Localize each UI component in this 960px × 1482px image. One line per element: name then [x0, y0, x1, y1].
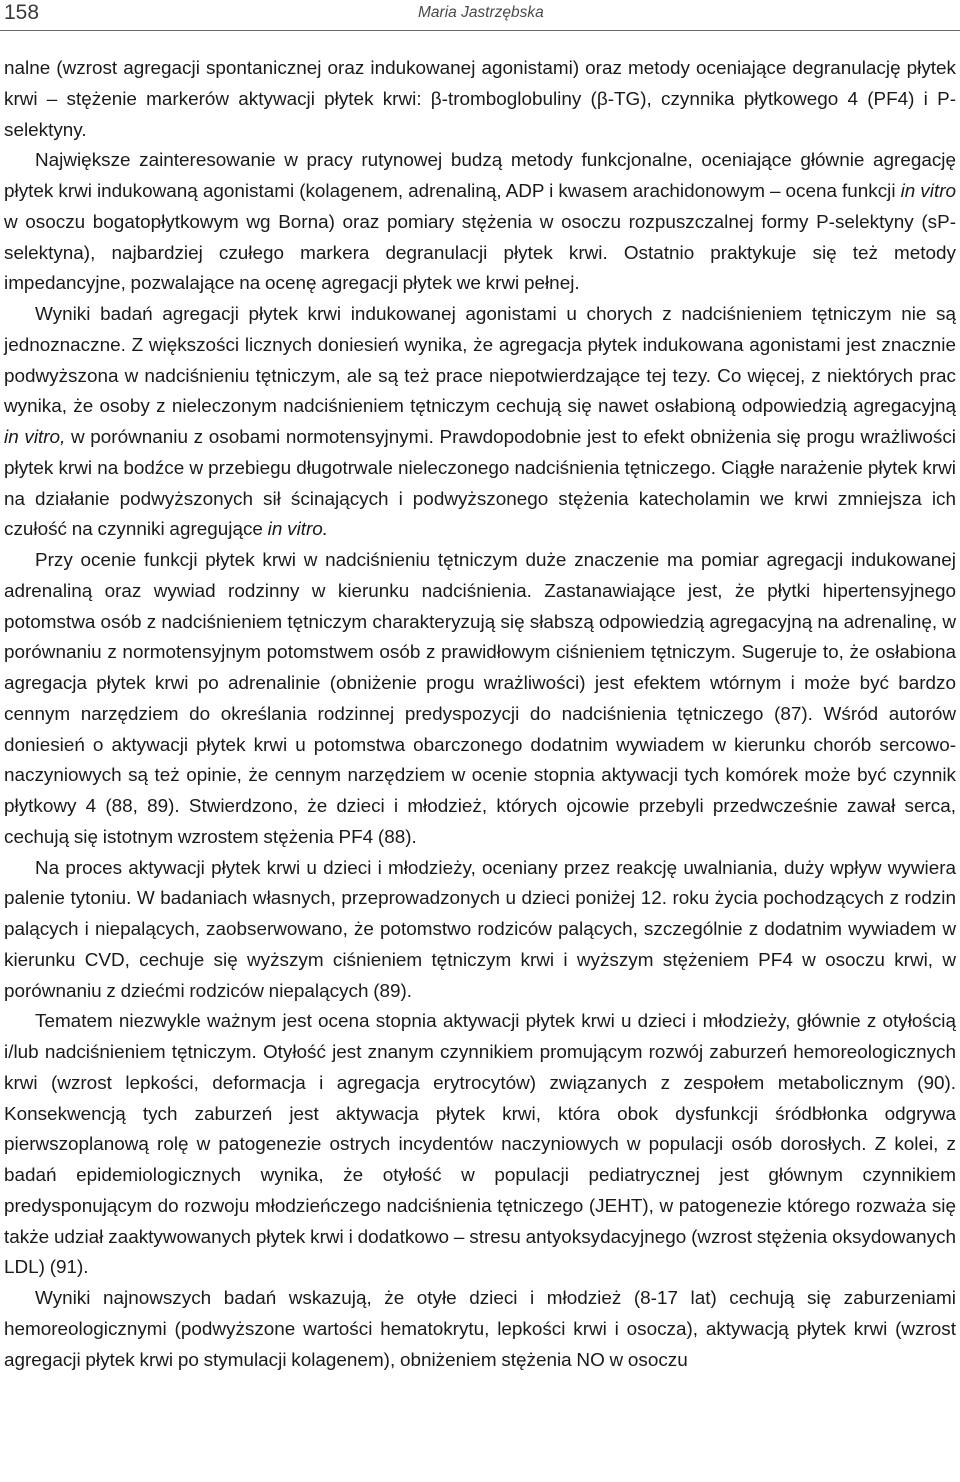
paragraph: [4, 1007, 956, 1284]
paragraph: [4, 854, 956, 1008]
paragraph: [4, 1284, 956, 1376]
text-segment: Przy ocenie funkcji płytek krwi w nadciśnieniu tętniczym duże znaczenie ma pomiar agregacji indukowanej adrenaliną oraz wywiad rodzinny w kierunku nadciśnienia. Zastanawiające jest, że płytki hipertensyjnego potomstwa osób z nadciśnieniem tętniczym charakteryzują się słabszą odpowiedzią agregacyjną na adrenalinę, w porównaniu z normotensyjnym potomstwem osób z prawidłowym ciśnieniem tętniczym. Sugeruje to, że osłabiona agregacja płytek krwi po adrenalinie (obniżenie progu wrażliwości) jest efektem wtórnym i może być bardzo cennym narzędziem do określania rodzinnej predyspozycji do nadciśnienia tętniczego (87). Wśród autorów doniesień o aktywacji płytek krwi u potomstwa obarczonego dodatnim wywiadem w kierunku chorób sercowo-naczyniowych są też opinie, że cennym narzędziem w ocenie stopnia aktywacji tych komórek może być czynnik płytkowy 4 (88, 89). Stwierdzono, że dzieci i młodzież, których ojcowie przebyli przedwcześnie zawał serca, cechują się istotnym wzrostem stężenia PF4 (88).: [4, 550, 956, 848]
page-header: [0, 0, 960, 40]
paragraph: [4, 54, 956, 146]
text-segment: Na proces aktywacji płytek krwi u dzieci i młodzieży, oceniany przez reakcję uwalniania, duży wpływ wywiera palenie tytoniu. W badaniach własnych, przeprowadzonych u dzieci poniżej 12. roku życia pochodzących z rodzin palących i niepalących, zaobserwowano, że potomstwo rodziców palących, szczególnie z dodatnim wywiadem w kierunku CVD, cechuje się wyższym ciśnieniem tętniczym krwi i wyższym stężeniem PF4 w osoczu krwi, w porównaniu z dziećmi rodziców niepalących (89).: [4, 857, 956, 1002]
italic-term: in vitro,: [4, 427, 66, 448]
text-segment: Tematem niezwykle ważnym jest ocena stopnia aktywacji płytek krwi u dzieci i młodzieży, głównie z otyłością i/lub nadciśnieniem tętniczym. Otyłość jest znanym czynnikiem promującym rozwój zaburzeń hemoreologicznych krwi (wzrost lepkości, deformacja i agregacja erytrocytów) związanych z zespołem metabolicznym (90). Konsekwencją tych zaburzeń jest aktywacja płytek krwi, która obok dysfunkcji śródbłonka odgrywa pierwszoplanową rolę w patogenezie ostrych incydentów naczyniowych w populacji osób dorosłych. Z kolei, z badań epidemiologicznych wynika, że otyłość w populacji pediatrycznej jest głównym czynnikiem predysponującym do rozwoju młodzieńczego nadciśnienia tętniczego (JEHT), w patogenezie którego rozważa się także udział zaaktywowanych płytek krwi i dodatkowo – stresu antyoksydacyjnego (wzrost stężenia oksydowanych LDL) (91).: [4, 1011, 956, 1279]
italic-term: in vitro: [900, 181, 956, 202]
text-segment: Wyniki najnowszych badań wskazują, że otyłe dzieci i młodzież (8-17 lat) cechują się zaburzeniami hemoreologicznymi (podwyższone wartości hematokrytu, lepkości krwi i osocza), aktywacją płytek krwi (wzrost agregacji płytek krwi po stymulacji kolagenem), obniżeniem stężenia NO w osoczu: [4, 1288, 956, 1371]
paragraph: [4, 300, 956, 546]
text-segment: w porównaniu z osobami normotensyjnymi. Prawdopodobnie jest to efekt obniżenia się progu wrażliwości płytek krwi na bodźce w przebiegu długotrwale nieleczonego nadciśnienia tętniczego. Ciągłe narażenie płytek krwi na działanie podwyższonych sił ścinających i podwyższonego stężenia katecholamin we krwi zmniejsza ich czułość na czynniki agregujące: [4, 427, 956, 541]
running-head-author: Maria Jastrzębska: [418, 4, 544, 21]
header-divider: [0, 30, 960, 31]
text-segment: Największe zainteresowanie w pracy rutynowej budzą metody funkcjonalne, oceniające głównie agregację płytek krwi indukowaną agonistami (kolagenem, adrenaliną, ADP i kwasem arachidonowym – ocena funkcji: [4, 150, 956, 202]
paragraph: [4, 546, 956, 854]
italic-term: in vitro.: [267, 519, 329, 541]
text-segment: Wyniki badań agregacji płytek krwi indukowanej agonistami u chorych z nadciśnieniem tętniczym nie są jednoznaczne. Z większości licznych doniesień wynika, że agregacja płytek indukowana agonistami jest znacznie podwyższona w nadciśnieniu tętniczym, ale są też prace niepotwierdzające tej tezy. Co więcej, z niektórych prac wynika, że osoby z nieleczonym nadciśnieniem tętniczym cechują się nawet osłabioną odpowiedzią agregacyjną: [4, 304, 956, 418]
paragraph: [4, 146, 956, 300]
text-segment: w osoczu bogatopłytkowym wg Borna) oraz pomiary stężenia w osoczu rozpuszczalnej formy P-selektyny (sP-selektyna), najbardziej czułego markera degranulacji płytek krwi. Ostatnio praktykuje się też metody impedancyjne, pozwalające na ocenę agregacji płytek we krwi pełnej.: [4, 211, 956, 295]
body-text: [4, 54, 956, 1376]
text-segment: nalne (wzrost agregacji spontanicznej oraz indukowanej agonistami) oraz metody oceniające degranulację płytek krwi – stężenie markerów aktywacji płytek krwi: β-tromboglobuliny (β-TG), czynnika płytkowego 4 (PF4) i P-selektyny.: [4, 58, 956, 141]
page-number: 158: [4, 1, 40, 24]
